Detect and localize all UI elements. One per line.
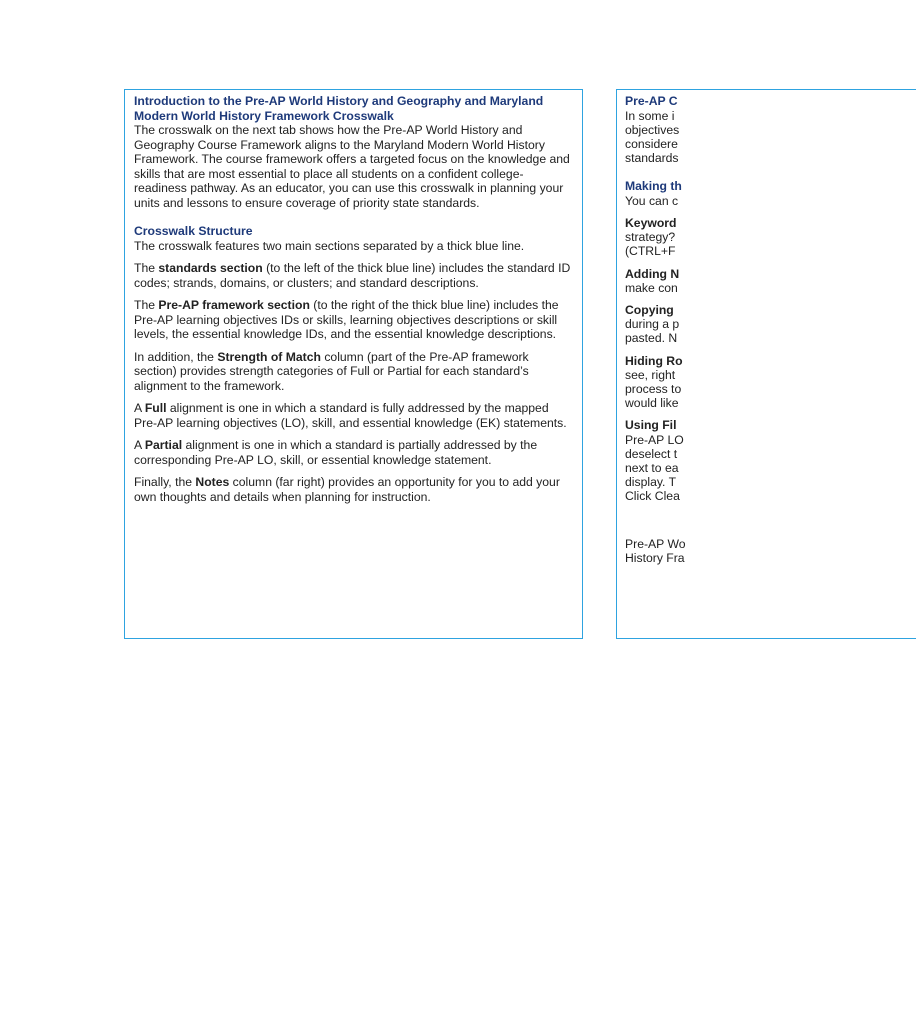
bold-term: Full <box>144 401 167 415</box>
structure-text: The crosswalk features two main sections separated by a thick blue line. <box>134 238 525 253</box>
text: column (part of the Pre-AP framework section) provides strength categories of Full or Partial for each standard’s alignment to the framework. <box>134 349 529 393</box>
text: alignment is one in which a standard is fully addressed by the mapped Pre-AP learning objectives (LO), skill, and essential knowledge (EK) statements. <box>134 401 567 430</box>
rp-line: Pre-AP LO <box>625 432 684 447</box>
rp-line: strategy? <box>625 230 676 245</box>
rp-heading-2: Making th <box>625 179 682 194</box>
text: alignment is one in which a standard is partially addressed by the corresponding Pre-AP LO, skill, or essential knowledge statement. <box>134 438 538 467</box>
rp-line: pasted. N <box>625 331 678 346</box>
rp-heading-1: Pre-AP C <box>625 94 678 108</box>
structure-heading: Crosswalk Structure <box>134 224 253 238</box>
text: The <box>134 298 159 312</box>
intro-panel <box>124 89 583 639</box>
rp-line: make con <box>625 280 678 295</box>
rp-line: considere <box>625 136 678 151</box>
rp-subheading-hiding: Hiding Ro <box>625 353 683 368</box>
rp-line: would like <box>625 396 679 411</box>
rp-subheading-copying: Copying <box>625 303 674 318</box>
rp-line: You can c <box>625 193 679 208</box>
rp-subheading-adding: Adding N <box>625 266 680 281</box>
rp-line: In some i <box>625 108 675 123</box>
rp-line: deselect t <box>625 446 678 461</box>
bold-term: Pre-AP framework section <box>158 298 310 312</box>
intro-title: Introduction to the Pre-AP World History and Geography and Maryland Modern World History Framework Crosswalk <box>134 94 544 123</box>
notes-paragraph <box>134 475 574 504</box>
text: (to the left of the thick blue line) includes the standard ID codes; strands, domains, or clusters; and standard descriptions. <box>134 261 571 290</box>
strength-of-match-paragraph <box>134 350 574 394</box>
framework-section-paragraph <box>134 298 574 342</box>
rp-line: next to ea <box>625 461 679 476</box>
rp-line: display. T <box>625 475 677 490</box>
standards-section-paragraph <box>134 261 574 290</box>
text: A <box>134 401 145 415</box>
rp-line: process to <box>625 382 682 397</box>
rp-footer-line: History Fra <box>625 550 685 565</box>
rp-line: during a p <box>625 317 680 332</box>
bold-term: Partial <box>144 438 183 452</box>
instructions-panel <box>616 89 916 639</box>
text: In addition, the <box>134 349 218 364</box>
full-alignment-paragraph <box>134 401 574 430</box>
partial-alignment-paragraph <box>134 438 574 467</box>
bold-term: standards section <box>158 261 263 275</box>
rp-line: Click Clea <box>625 489 680 504</box>
rp-subheading-keyword: Keyword <box>625 216 677 231</box>
intro-text: The crosswalk on the next tab shows how the Pre-AP World History and Geography Course Framework aligns to the Maryland Modern World History Framework. The course framework offers a targeted focus on the knowledge and skills that are most essential to place all students on a confident college-readiness pathway. As an educator, you can use this crosswalk in planning your units and lessons to ensure coverage of priority state standards. <box>134 123 570 210</box>
rp-line: see, right <box>625 367 676 382</box>
bold-term: Notes <box>195 475 230 489</box>
right-panel-clip <box>616 89 686 639</box>
bold-term: Strength of Match <box>217 349 321 364</box>
rp-subheading-filters: Using Fil <box>625 418 677 433</box>
rp-line: standards <box>625 151 679 166</box>
text: Finally, the <box>134 475 196 489</box>
text: The <box>134 261 159 275</box>
text: A <box>134 438 145 452</box>
rp-footer-line: Pre-AP Wo <box>625 536 686 551</box>
rp-line: objectives <box>625 122 680 137</box>
text: column (far right) provides an opportunity for you to add your own thoughts and details when planning for instruction. <box>134 475 560 504</box>
rp-line: (CTRL+F <box>625 244 676 259</box>
text: (to the right of the thick blue line) includes the Pre-AP learning objectives IDs or skills, learning objectives descriptions or skill levels, the essential knowledge IDs, and the essential knowledge descriptions. <box>134 298 559 341</box>
